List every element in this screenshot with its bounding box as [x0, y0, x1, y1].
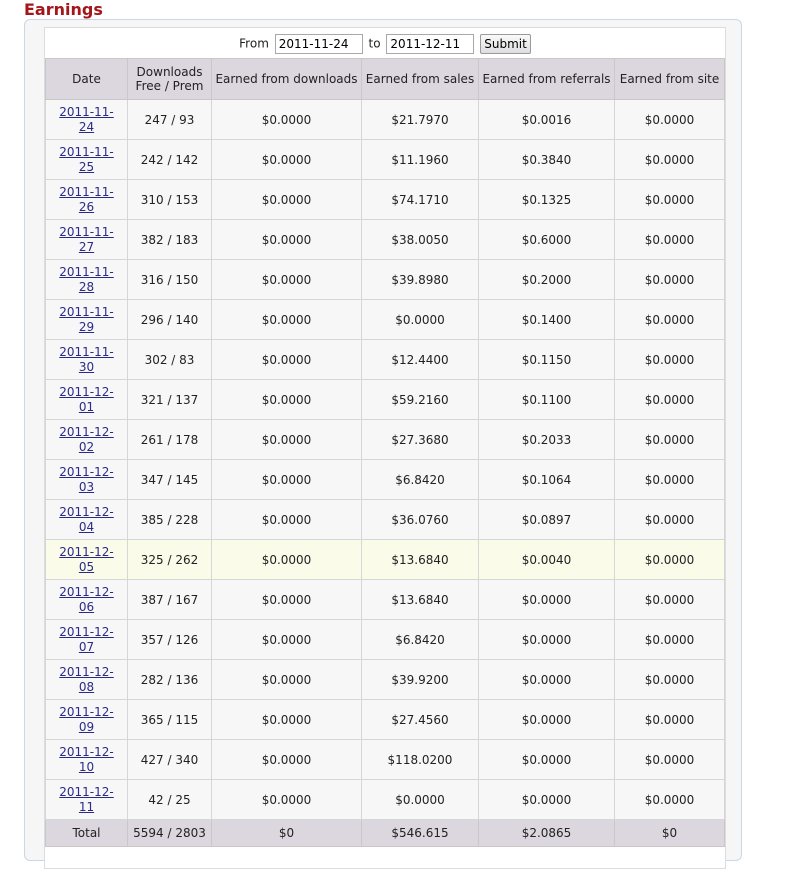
downloads-cell: 385 / 228 [128, 500, 212, 540]
date-link[interactable]: 2011-12-07 [59, 624, 114, 654]
earned-sales-cell: $27.3680 [362, 420, 479, 460]
earned-downloads-cell: $0.0000 [212, 780, 362, 820]
date-link[interactable]: 2011-12-10 [59, 744, 114, 774]
earned-site-cell: $0.0000 [615, 500, 725, 540]
earned-downloads-cell: $0.0000 [212, 700, 362, 740]
earned-referrals-cell: $0.0040 [479, 540, 615, 580]
table-row [46, 500, 725, 540]
earned-sales-cell: $13.6840 [362, 580, 479, 620]
date-cell [46, 180, 128, 220]
earned-referrals-cell: $0.0000 [479, 580, 615, 620]
header-earned-site: Earned from site [615, 59, 725, 100]
earned-site-cell: $0.0000 [615, 540, 725, 580]
table-row [46, 380, 725, 420]
earned-sales-cell: $21.7970 [362, 100, 479, 140]
earned-downloads-cell: $0.0000 [212, 660, 362, 700]
to-label: to [368, 36, 381, 51]
table-row [46, 180, 725, 220]
from-date-input[interactable] [275, 34, 363, 54]
page-title: Earnings [24, 0, 103, 19]
downloads-cell: 347 / 145 [128, 460, 212, 500]
table-row [46, 260, 725, 300]
earned-site-cell: $0.0000 [615, 100, 725, 140]
earned-referrals-cell: $0.1325 [479, 180, 615, 220]
earned-referrals-cell: $0.0897 [479, 500, 615, 540]
date-cell [46, 460, 128, 500]
downloads-cell: 382 / 183 [128, 220, 212, 260]
earned-downloads-cell: $0.0000 [212, 540, 362, 580]
earned-site-cell: $0.0000 [615, 140, 725, 180]
downloads-cell: 325 / 262 [128, 540, 212, 580]
table-row [46, 340, 725, 380]
earned-site-cell: $0.0000 [615, 340, 725, 380]
earned-sales-cell: $0.0000 [362, 300, 479, 340]
earned-site-cell: $0.0000 [615, 780, 725, 820]
date-cell [46, 620, 128, 660]
date-link[interactable]: 2011-11-26 [59, 184, 114, 214]
earned-referrals-cell: $0.0000 [479, 620, 615, 660]
downloads-cell: 302 / 83 [128, 340, 212, 380]
earned-downloads-cell: $0.0000 [212, 380, 362, 420]
downloads-cell: 42 / 25 [128, 780, 212, 820]
earned-sales-cell: $6.8420 [362, 460, 479, 500]
earnings-panel [24, 19, 742, 861]
header-earned-referrals: Earned from referrals [479, 59, 615, 100]
from-label: From [239, 36, 269, 51]
earned-referrals-cell: $0.1064 [479, 460, 615, 500]
table-row [46, 420, 725, 460]
earned-downloads-cell: $0.0000 [212, 460, 362, 500]
date-cell [46, 580, 128, 620]
earned-site-cell: $0.0000 [615, 260, 725, 300]
earned-referrals-cell: $0.1400 [479, 300, 615, 340]
table-header-row [46, 59, 725, 100]
earned-downloads-cell: $0.0000 [212, 340, 362, 380]
earned-downloads-cell: $0.0000 [212, 620, 362, 660]
earned-site-cell: $0.0000 [615, 580, 725, 620]
date-cell [46, 660, 128, 700]
header-downloads: Downloads Free / Prem [128, 59, 212, 100]
earned-referrals-cell: $0.1100 [479, 380, 615, 420]
earned-sales-cell: $6.8420 [362, 620, 479, 660]
date-link[interactable]: 2011-12-11 [59, 784, 114, 814]
earned-referrals-cell: $0.0000 [479, 660, 615, 700]
total-earned-sales: $546.615 [362, 820, 479, 847]
earned-sales-cell: $59.2160 [362, 380, 479, 420]
header-date: Date [46, 59, 128, 100]
earned-downloads-cell: $0.0000 [212, 220, 362, 260]
earned-site-cell: $0.0000 [615, 180, 725, 220]
total-row [46, 820, 725, 847]
earned-site-cell: $0.0000 [615, 620, 725, 660]
downloads-cell: 247 / 93 [128, 100, 212, 140]
earned-downloads-cell: $0.0000 [212, 300, 362, 340]
date-cell [46, 420, 128, 460]
earned-site-cell: $0.0000 [615, 700, 725, 740]
earned-referrals-cell: $0.3840 [479, 140, 615, 180]
table-row [46, 220, 725, 260]
table-row [46, 660, 725, 700]
date-cell [46, 540, 128, 580]
table-row [46, 620, 725, 660]
downloads-cell: 427 / 340 [128, 740, 212, 780]
header-earned-sales: Earned from sales [362, 59, 479, 100]
downloads-cell: 310 / 153 [128, 180, 212, 220]
earned-downloads-cell: $0.0000 [212, 140, 362, 180]
total-earned-referrals: $2.0865 [479, 820, 615, 847]
earned-site-cell: $0.0000 [615, 420, 725, 460]
date-link[interactable]: 2011-12-06 [59, 584, 114, 614]
earnings-table [45, 58, 725, 847]
total-label: Total [46, 820, 128, 847]
downloads-cell: 357 / 126 [128, 620, 212, 660]
downloads-cell: 387 / 167 [128, 580, 212, 620]
date-link[interactable]: 2011-11-29 [59, 304, 114, 334]
date-cell [46, 260, 128, 300]
downloads-cell: 242 / 142 [128, 140, 212, 180]
earned-downloads-cell: $0.0000 [212, 580, 362, 620]
earned-referrals-cell: $0.1150 [479, 340, 615, 380]
earned-sales-cell: $39.8980 [362, 260, 479, 300]
earned-site-cell: $0.0000 [615, 660, 725, 700]
downloads-cell: 365 / 115 [128, 700, 212, 740]
total-earned-site: $0 [615, 820, 725, 847]
total-downloads: 5594 / 2803 [128, 820, 212, 847]
earned-sales-cell: $36.0760 [362, 500, 479, 540]
table-row [46, 580, 725, 620]
date-cell [46, 100, 128, 140]
earned-downloads-cell: $0.0000 [212, 500, 362, 540]
earned-sales-cell: $39.9200 [362, 660, 479, 700]
date-cell [46, 140, 128, 180]
earned-downloads-cell: $0.0000 [212, 420, 362, 460]
earned-sales-cell: $12.4400 [362, 340, 479, 380]
table-row [46, 100, 725, 140]
table-row [46, 540, 725, 580]
date-cell [46, 340, 128, 380]
date-cell [46, 220, 128, 260]
earned-referrals-cell: $0.2000 [479, 260, 615, 300]
date-cell [46, 300, 128, 340]
earned-referrals-cell: $0.2033 [479, 420, 615, 460]
earned-sales-cell: $11.1960 [362, 140, 479, 180]
earned-referrals-cell: $0.0000 [479, 740, 615, 780]
table-body [46, 100, 725, 820]
date-cell [46, 380, 128, 420]
earned-site-cell: $0.0000 [615, 460, 725, 500]
downloads-cell: 282 / 136 [128, 660, 212, 700]
earned-downloads-cell: $0.0000 [212, 180, 362, 220]
table-row [46, 460, 725, 500]
earned-downloads-cell: $0.0000 [212, 100, 362, 140]
date-cell [46, 700, 128, 740]
earned-sales-cell: $38.0050 [362, 220, 479, 260]
date-link[interactable]: 2011-12-01 [59, 384, 114, 414]
earned-downloads-cell: $0.0000 [212, 740, 362, 780]
earned-site-cell: $0.0000 [615, 380, 725, 420]
earned-referrals-cell: $0.0016 [479, 100, 615, 140]
date-link[interactable]: 2011-12-05 [59, 544, 114, 574]
table-row [46, 300, 725, 340]
date-link[interactable]: 2011-11-27 [59, 224, 114, 254]
downloads-cell: 261 / 178 [128, 420, 212, 460]
downloads-cell: 316 / 150 [128, 260, 212, 300]
table-row [46, 780, 725, 820]
date-filter-bar [45, 28, 725, 58]
submit-button[interactable]: Submit [480, 34, 531, 54]
date-link[interactable]: 2011-11-24 [59, 104, 114, 134]
earned-site-cell: $0.0000 [615, 300, 725, 340]
earned-sales-cell: $74.1710 [362, 180, 479, 220]
earned-sales-cell: $118.0200 [362, 740, 479, 780]
table-row [46, 140, 725, 180]
earned-sales-cell: $0.0000 [362, 780, 479, 820]
earned-site-cell: $0.0000 [615, 740, 725, 780]
date-link[interactable]: 2011-12-02 [59, 424, 114, 454]
to-date-input[interactable] [386, 34, 474, 54]
downloads-cell: 321 / 137 [128, 380, 212, 420]
table-row [46, 740, 725, 780]
date-link[interactable]: 2011-12-08 [59, 664, 114, 694]
header-earned-downloads: Earned from downloads [212, 59, 362, 100]
date-link[interactable]: 2011-11-30 [59, 344, 114, 374]
earned-referrals-cell: $0.0000 [479, 780, 615, 820]
earned-sales-cell: $13.6840 [362, 540, 479, 580]
date-link[interactable]: 2011-12-04 [59, 504, 114, 534]
date-cell [46, 740, 128, 780]
date-cell [46, 780, 128, 820]
date-link[interactable]: 2011-12-03 [59, 464, 114, 494]
earned-downloads-cell: $0.0000 [212, 260, 362, 300]
date-link[interactable]: 2011-12-09 [59, 704, 114, 734]
date-link[interactable]: 2011-11-25 [59, 144, 114, 174]
earnings-container [44, 27, 726, 869]
earned-site-cell: $0.0000 [615, 220, 725, 260]
date-link[interactable]: 2011-11-28 [59, 264, 114, 294]
downloads-cell: 296 / 140 [128, 300, 212, 340]
earned-referrals-cell: $0.0000 [479, 700, 615, 740]
date-cell [46, 500, 128, 540]
earned-referrals-cell: $0.6000 [479, 220, 615, 260]
table-row [46, 700, 725, 740]
total-earned-downloads: $0 [212, 820, 362, 847]
earned-sales-cell: $27.4560 [362, 700, 479, 740]
